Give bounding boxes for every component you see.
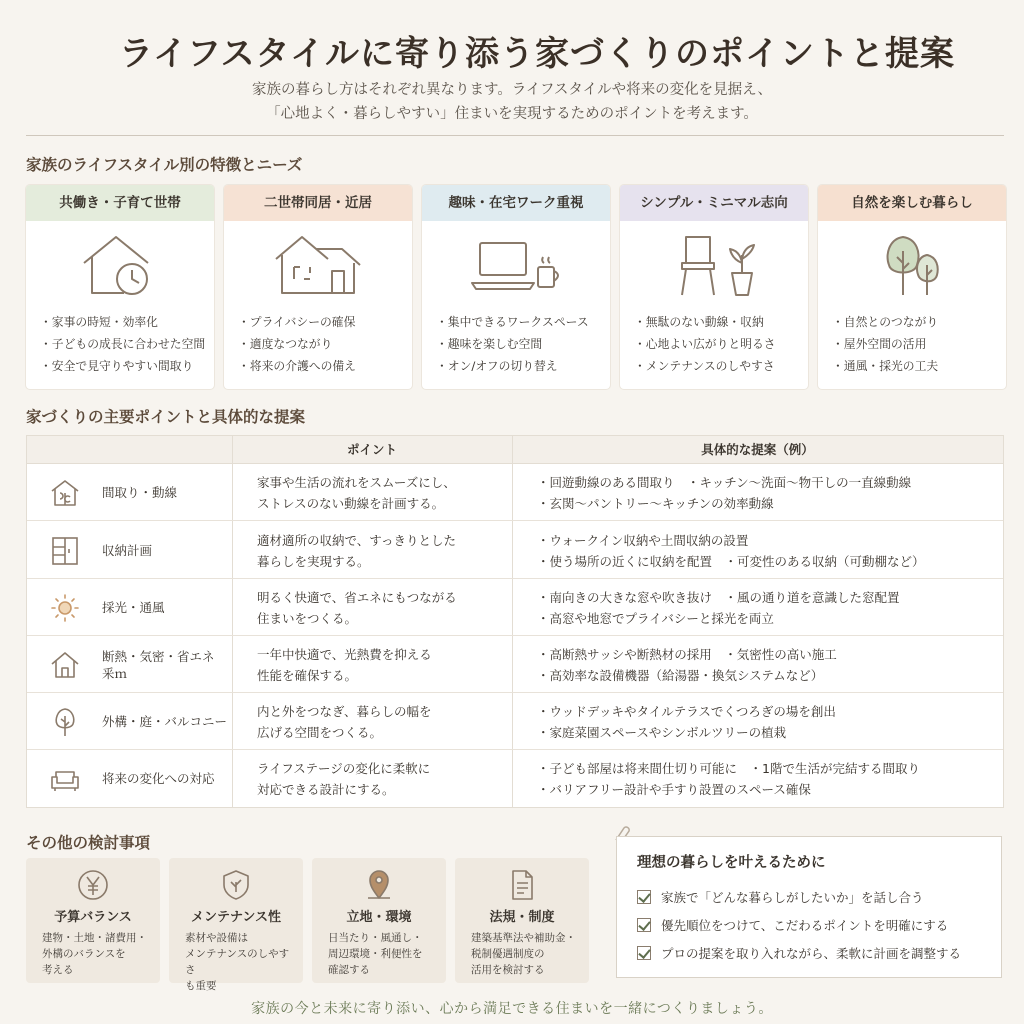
row-category: 外構・庭・バルコニー [102, 714, 228, 729]
table-row [27, 636, 1003, 693]
row-point [257, 644, 517, 686]
other-title: 立地・環境 [346, 910, 412, 925]
laptop-mug-icon [422, 233, 610, 301]
row-point-line: 明るく快適で、省エネにもつながる [257, 590, 457, 605]
row-point-line: ライフステージの変化に柔軟に [257, 761, 431, 776]
lead-line: 家族の暮らし方はそれぞれ異なります。ライフスタイルや将来の変化を見据え、 [252, 82, 772, 98]
other-description [185, 930, 297, 994]
house-clock-icon [26, 233, 214, 301]
list-item: ・オン/オフの切り替え [436, 359, 558, 373]
document-icon [455, 868, 589, 902]
list-item: ・趣味を楽しむ空間 [436, 337, 543, 351]
points-section-title: 家づくりの主要ポイントと具体的な提案 [26, 408, 306, 426]
checklist-item-text: 家族で「どんな暮らしがしたいか」を話し合う [661, 890, 924, 905]
points-table [26, 435, 1004, 808]
lifestyle-card [26, 185, 214, 389]
row-proposal-line: ・ウッドデッキやタイルテラスでくつろぎの場を創出 [537, 704, 836, 719]
shield-leaf-icon [169, 868, 303, 902]
card-needs-list [832, 311, 938, 377]
lifestyle-cards [26, 185, 1004, 389]
row-point [257, 758, 517, 800]
card-needs-list [40, 311, 205, 377]
card-needs-list [238, 311, 356, 377]
other-description-line: も重要 [185, 980, 217, 992]
other-description-line: 日当たり・風通し・ [328, 932, 423, 944]
card-needs-list [634, 311, 776, 377]
card-title: シンプル・ミニマル志向 [620, 185, 808, 221]
other-card [169, 858, 303, 992]
row-category: 間取り・動線 [102, 485, 178, 500]
row-proposal-line: ・高断熱サッシや断熱材の採用 ・気密性の高い施工 [537, 647, 837, 662]
row-point [257, 472, 517, 514]
row-point [257, 530, 517, 572]
checklist-item [637, 939, 961, 967]
row-proposal-line: ・ウォークイン収納や土間収納の設置 [537, 533, 749, 548]
yen-icon [26, 868, 160, 902]
other-description-line: 外構のバランスを [42, 948, 126, 960]
lifestyle-card [422, 185, 610, 389]
checklist-item-text: 優先順位をつけて、こだわるポイントを明確にする [661, 918, 949, 933]
list-item: ・メンテナンスのしやすさ [634, 359, 775, 373]
floorplan-icon [49, 477, 81, 509]
row-proposal-line: ・子ども部屋は将来間仕切り可能に ・1階で生活が完結する間取り [537, 761, 920, 776]
table-row [27, 693, 1003, 750]
list-item: ・安全で見守りやすい間取り [40, 359, 194, 373]
row-proposal [537, 587, 997, 629]
row-category: 断熱・気密・省エネ 釆ｍ [102, 648, 215, 681]
two-generation-house-icon [224, 233, 412, 301]
row-proposal [537, 472, 997, 514]
chair-plant-icon [620, 233, 808, 301]
row-category: 将来の変化への対応 [102, 771, 215, 786]
list-item: ・自然とのつながり [832, 315, 939, 329]
list-item: ・子どもの成長に合わせた空間 [40, 337, 206, 351]
table-header [27, 436, 1003, 464]
card-title: 二世帯同居・近居 [224, 185, 412, 221]
other-card [455, 858, 589, 983]
lifestyle-card [818, 185, 1006, 389]
trees-icon [818, 233, 1006, 301]
row-category: 収納計画 [102, 543, 153, 558]
other-card [312, 858, 446, 983]
row-point-line: 一年中快適で、光熱費を抑える [257, 647, 432, 662]
row-point-line: ストレスのない動線を計画する。 [257, 496, 445, 511]
card-title: 共働き・子育て世帯 [26, 185, 214, 221]
other-card [26, 858, 160, 983]
checklist-item [637, 911, 961, 939]
other-description-line: 考える [42, 964, 74, 976]
row-point-line: 広げる空間をつくる。 [257, 725, 383, 740]
other-description-line: 素材や設備は [185, 932, 248, 944]
column-header-proposal: 具体的な提案（例） [701, 442, 814, 457]
card-title: 自然を楽しむ暮らし [818, 185, 1006, 221]
other-description-line: メンテナンスのしやすさ [185, 948, 290, 976]
row-point [257, 701, 517, 743]
row-point-line: 内と外をつなぎ、暮らしの幅を [257, 704, 432, 719]
row-category: 採光・通風 [102, 600, 165, 615]
divider [26, 135, 1004, 136]
lifestyle-card [620, 185, 808, 389]
list-item: ・集中できるワークスペース [436, 315, 589, 329]
lead-line: 「心地よく・暮らしやすい」住まいを実現するためのポイントを考えます。 [266, 106, 758, 122]
other-description-line: 税制優遇制度の [471, 948, 545, 960]
row-proposal-line: ・家庭菜園スペースやシンボルツリーの植栽 [537, 725, 787, 740]
list-item: ・通風・採光の工夫 [832, 359, 939, 373]
row-proposal-line: ・玄関～パントリー～キッチンの効率動線 [537, 496, 774, 511]
table-row [27, 579, 1003, 636]
checklist-item [637, 883, 961, 911]
row-proposal-line: ・使う場所の近くに収納を配置 ・可変性のある収納（可動棚など） [537, 554, 925, 569]
others-cards [26, 858, 446, 992]
list-item: ・将来の介護への備え [238, 359, 356, 373]
others-section-title: その他の検討事項 [26, 834, 151, 852]
checkbox-checked-icon [637, 918, 651, 932]
ideal-title: 理想の暮らしを叶えるために [637, 855, 826, 871]
ideal-box [616, 836, 1002, 978]
row-proposal-line: ・高効率な設備機器（給湯器・換気システムなど） [537, 668, 824, 683]
table-row [27, 464, 1003, 521]
checklist-item-text: プロの提案を取り入れながら、柔軟に計画を調整する [661, 946, 962, 961]
lifestyle-card [224, 185, 412, 389]
row-proposal-line: ・高窓や地窓でプライバシーと採光を両立 [537, 611, 774, 626]
table-row [27, 750, 1003, 807]
row-point-line: 住まいをつくる。 [257, 611, 358, 626]
row-proposal [537, 701, 997, 743]
list-item: ・屋外空間の活用 [832, 337, 927, 351]
other-description [328, 930, 440, 978]
other-title: メンテナンス性 [191, 910, 281, 925]
row-proposal [537, 644, 997, 686]
card-title: 趣味・在宅ワーク重視 [422, 185, 610, 221]
row-proposal-line: ・回遊動線のある間取り ・キッチン～洗面～物干しの一直線動線 [537, 475, 912, 490]
insulation-house-icon [49, 649, 81, 681]
other-description-line: 建物・土地・諸費用・ [42, 932, 147, 944]
other-description-line: 周辺環境・利便性を [328, 948, 423, 960]
other-description-line: 建築基準法や補助金・ [471, 932, 576, 944]
other-description [471, 930, 583, 978]
list-item: ・無駄のない動線・収納 [634, 315, 764, 329]
sofa-icon [49, 763, 81, 795]
row-proposal [537, 758, 997, 800]
row-proposal-line: ・南向きの大きな窓や吹き抜け ・風の通り道を意識した窓配置 [537, 590, 900, 605]
footer-message: 家族の今と未来に寄り添い、心から満足できる住まいを一緒につくりましょう。 [251, 1001, 773, 1017]
other-description-line: 活用を検討する [471, 964, 545, 976]
map-pin-icon [312, 868, 446, 902]
row-proposal [537, 530, 997, 572]
checkbox-checked-icon [637, 890, 651, 904]
other-description-line: 確認する [328, 964, 370, 976]
row-point-line: 暮らしを実現する。 [257, 554, 370, 569]
other-description [42, 930, 154, 978]
row-point-line: 適材適所の収納で、すっきりとした [257, 533, 457, 548]
other-title: 法規・制度 [489, 910, 555, 925]
row-point-line: 対応できる設計にする。 [257, 782, 395, 797]
row-point-line: 性能を確保する。 [257, 668, 358, 683]
tree-icon [49, 706, 81, 738]
table-row [27, 522, 1003, 579]
column-header-point: ポイント [346, 442, 397, 457]
row-proposal-line: ・バリアフリー設計や手すり設置のスペース確保 [537, 782, 811, 797]
card-needs-list [436, 311, 589, 377]
list-item: ・心地よい広がりと明るさ [634, 337, 776, 351]
other-title: 予算バランス [54, 910, 132, 925]
list-item: ・プライバシーの確保 [238, 315, 356, 329]
sun-icon [49, 592, 81, 624]
list-item: ・適度なつながり [238, 337, 333, 351]
row-point-line: 家事や生活の流れをスムーズにし、 [257, 475, 456, 490]
storage-icon [49, 535, 81, 567]
checkbox-checked-icon [637, 946, 651, 960]
lifestyle-section-title: 家族のライフスタイル別の特徴とニーズ [26, 156, 303, 174]
row-point [257, 587, 517, 629]
lead-text [0, 78, 1024, 126]
ideal-checklist [637, 883, 961, 967]
page-title: ライフスタイルに寄り添う家づくりのポイントと提案 [119, 34, 955, 74]
list-item: ・家事の時短・効率化 [40, 315, 158, 329]
